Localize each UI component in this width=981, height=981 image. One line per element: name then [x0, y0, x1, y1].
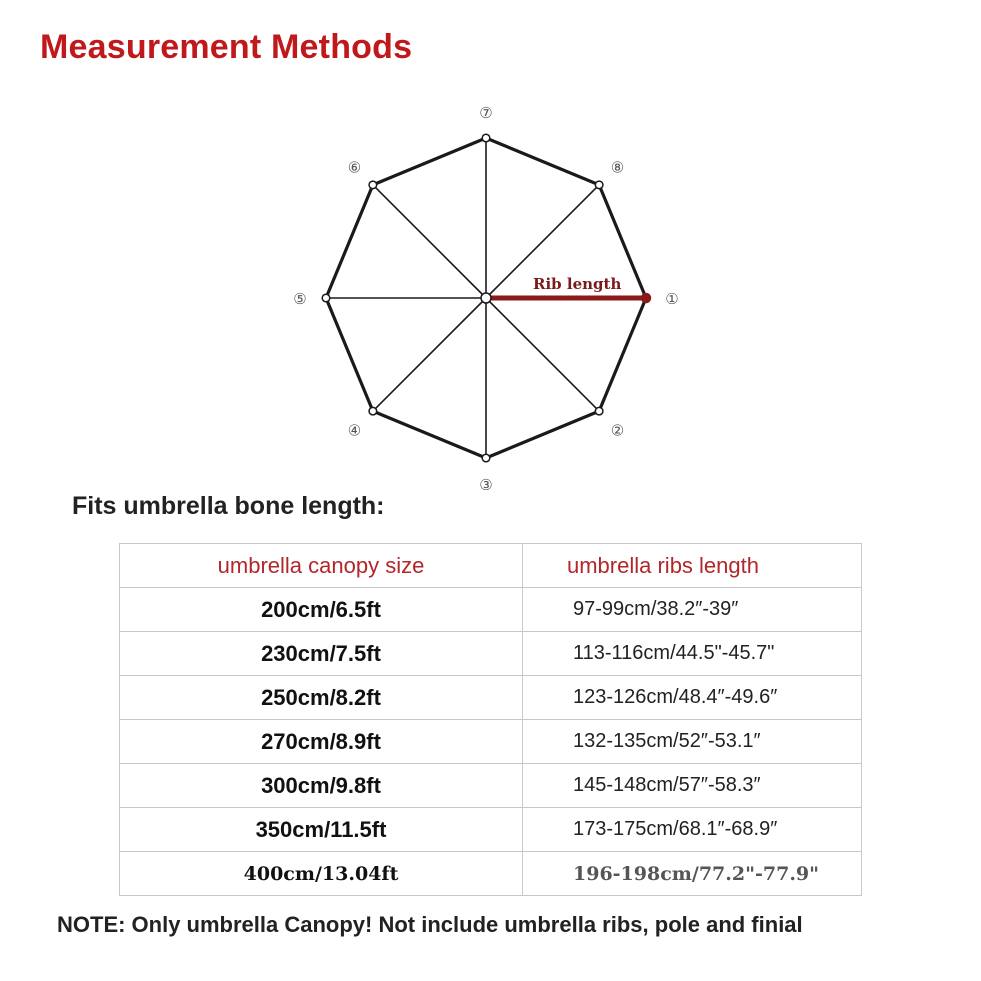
ribs-length-cell: 97-99cm/38.2″-39″: [523, 588, 862, 632]
vertex-dot-4: [369, 407, 377, 415]
canopy-size-cell: 250cm/8.2ft: [120, 676, 523, 720]
page-title: Measurement Methods: [40, 28, 413, 66]
vertex-dot-2: [595, 407, 603, 415]
table-row: [120, 676, 862, 720]
vertex-dot-6: [369, 181, 377, 189]
canopy-size-cell: 350cm/11.5ft: [120, 808, 523, 852]
vertex-label-1: ①: [665, 290, 679, 308]
header-ribs-length: umbrella ribs length: [523, 544, 862, 588]
canopy-size-cell: 400cm/13.04ft: [120, 852, 523, 896]
canopy-size-cell: 300cm/9.8ft: [120, 764, 523, 808]
fits-bone-length-heading: Fits umbrella bone length:: [72, 492, 385, 520]
ribs-length-cell: 113-116cm/44.5"-45.7": [523, 632, 862, 676]
ribs-length-cell: 145-148cm/57″-58.3″: [523, 764, 862, 808]
rib-line-6: [373, 185, 486, 298]
rib-line-2: [486, 298, 599, 411]
vertex-label-5: ⑤: [293, 290, 307, 308]
canopy-size-cell: 230cm/7.5ft: [120, 632, 523, 676]
size-table: [119, 543, 862, 896]
table-row: [120, 720, 862, 764]
vertex-label-7: ⑦: [479, 104, 493, 122]
table-row: [120, 852, 862, 896]
vertex-label-2: ②: [610, 421, 625, 440]
table-row: [120, 632, 862, 676]
ribs-length-cell: 123-126cm/48.4″-49.6″: [523, 676, 862, 720]
vertex-dot-1: [642, 294, 651, 303]
table-row: [120, 808, 862, 852]
table-row: [120, 764, 862, 808]
vertex-label-3: ③: [479, 476, 493, 490]
vertex-label-8: ⑧: [610, 158, 625, 177]
vertex-dot-8: [595, 181, 603, 189]
ribs-length-cell: 132-135cm/52″-53.1″: [523, 720, 862, 764]
center-hub: [481, 293, 491, 303]
table-header-row: [120, 544, 862, 588]
umbrella-octagon-diagram: [0, 0, 981, 490]
vertex-dot-7: [482, 134, 490, 142]
vertex-dot-3: [482, 454, 490, 462]
vertex-label-4: ④: [347, 421, 362, 440]
rib-line-4: [373, 298, 486, 411]
ribs-length-cell: 173-175cm/68.1″-68.9″: [523, 808, 862, 852]
canopy-note: NOTE: Only umbrella Canopy! Not include umbrella ribs, pole and finial: [57, 912, 803, 937]
canopy-size-cell: 200cm/6.5ft: [120, 588, 523, 632]
vertex-dot-5: [322, 294, 330, 302]
canopy-size-cell: 270cm/8.9ft: [120, 720, 523, 764]
ribs-length-cell: 196-198cm/77.2"-77.9": [523, 852, 862, 896]
header-canopy-size: umbrella canopy size: [120, 544, 523, 588]
table-row: [120, 588, 862, 632]
vertex-label-6: ⑥: [347, 158, 362, 177]
rib-length-label: Rib length: [533, 275, 622, 293]
